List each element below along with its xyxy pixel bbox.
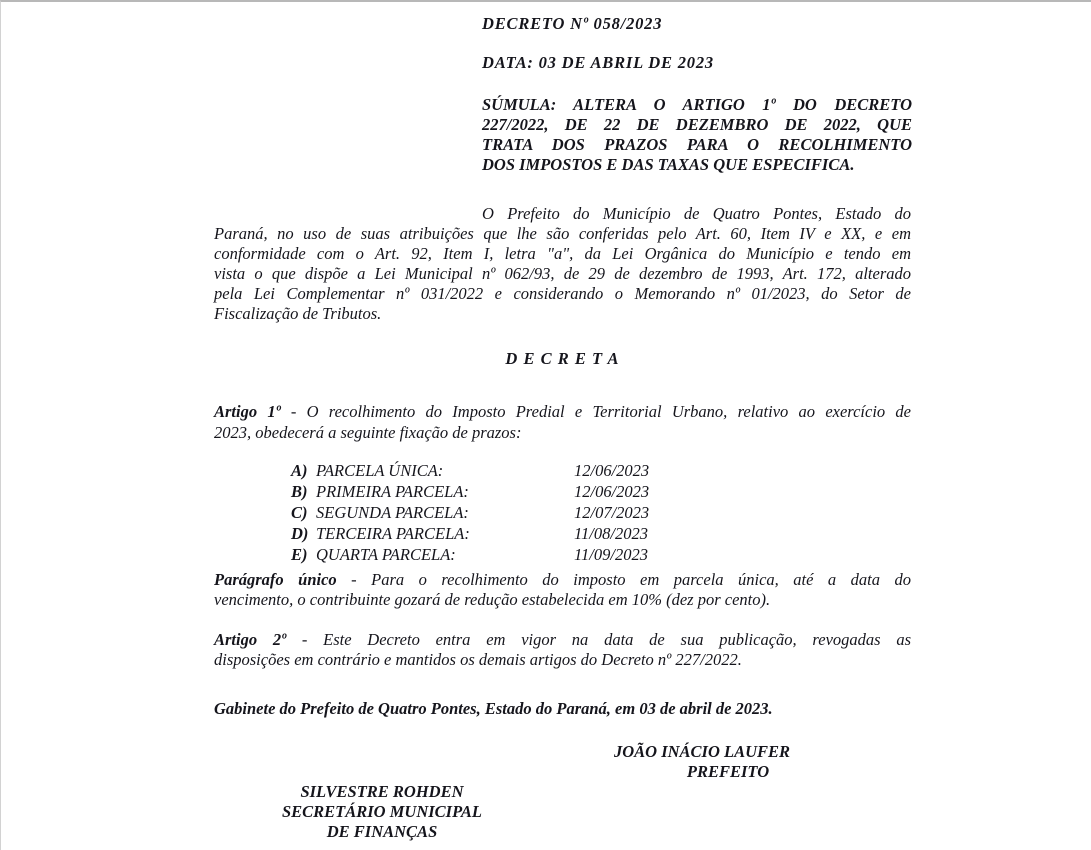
sumula-line: 227/2022, DE 22 DE DEZEMBRO DE 2022, QUE (482, 115, 912, 134)
schedule-label: PARCELA ÚNICA: (316, 461, 444, 480)
sole-paragraph-line (214, 570, 911, 590)
schedule-label: SEGUNDA PARCELA: (316, 503, 469, 522)
schedule-date: 12/06/2023 (574, 461, 650, 480)
article-2-line (214, 630, 911, 650)
preamble-line: Paraná, no uso de suas atribuições que lhe são conferidas pelo Art. 60, Item IV e XX, e em (214, 224, 911, 243)
article-2-label: Artigo 2º (214, 630, 287, 649)
decree-sumula (482, 95, 912, 175)
schedule-date: 12/07/2023 (574, 503, 650, 522)
schedule-row (291, 481, 649, 502)
preamble-line: vista o que dispõe a Lei Municipal nº 062/93, de 29 de dezembro de 1993, Art. 172, alterado (214, 264, 911, 283)
schedule-row (291, 544, 649, 565)
schedule-letter: D) (291, 524, 309, 543)
decreta-heading: D E C R E T A (505, 349, 620, 368)
schedule-date: 12/06/2023 (574, 482, 650, 501)
mayor-signature-title: PREFEITO (686, 762, 770, 781)
mayor-signature-name: JOÃO INÁCIO LAUFER (613, 742, 791, 761)
decree-preamble (214, 204, 911, 324)
installment-schedule (291, 460, 649, 565)
sole-paragraph (214, 570, 911, 610)
schedule-letter: B) (291, 482, 308, 501)
secretary-signature-title: DE FINANÇAS (326, 822, 438, 841)
schedule-label: PRIMEIRA PARCELA: (316, 482, 469, 501)
secretary-signature-name: SILVESTRE ROHDEN (300, 782, 464, 801)
preamble-line: pela Lei Complementar nº 031/2022 e considerando o Memorando nº 01/2023, do Setor de (214, 284, 911, 303)
closing-line: Gabinete do Prefeito de Quatro Pontes, Estado do Paraná, em 03 de abril de 2023. (214, 699, 773, 718)
sumula-line: SÚMULA: ALTERA O ARTIGO 1º DO DECRETO (482, 95, 912, 114)
sumula-line: DOS IMPOSTOS E DAS TAXAS QUE ESPECIFICA. (482, 155, 855, 174)
sole-paragraph-text: - Para o recolhimento do imposto em parcela única, até a data do (336, 570, 911, 589)
schedule-row (291, 502, 649, 523)
article-2-line: disposições em contrário e mantidos os demais artigos do Decreto nº 227/2022. (214, 650, 742, 669)
preamble-line: O Prefeito do Município de Quatro Pontes, Estado do (482, 204, 911, 223)
article-1-text: - O recolhimento do Imposto Predial e Territorial Urbano, relativo ao exercício de (280, 402, 912, 421)
article-1-paragraph (214, 401, 911, 443)
schedule-label: QUARTA PARCELA: (316, 545, 456, 564)
schedule-row (291, 460, 649, 481)
preamble-line: conformidade com o Art. 92, Item I, letra "a", da Lei Orgânica do Município e tendo em (214, 244, 911, 263)
schedule-letter: E) (291, 545, 308, 564)
secretary-signature (282, 782, 482, 842)
article-1-label: Artigo 1º (214, 402, 281, 421)
schedule-letter: C) (291, 503, 308, 522)
decree-date-line: DATA: 03 DE ABRIL DE 2023 (482, 53, 714, 72)
sumula-line: TRATA DOS PRAZOS PARA O RECOLHIMENTO (482, 135, 912, 154)
sole-paragraph-line: vencimento, o contribuinte gozará de redução estabelecida em 10% (dez por cento). (214, 590, 771, 609)
schedule-date: 11/09/2023 (574, 545, 648, 564)
preamble-line: Fiscalização de Tributos. (214, 304, 382, 323)
sole-paragraph-label: Parágrafo único (214, 570, 337, 589)
decree-title: DECRETO Nº 058/2023 (482, 14, 663, 33)
schedule-row (291, 523, 649, 544)
article-2-paragraph (214, 630, 911, 670)
article-1-line (214, 401, 911, 422)
schedule-date: 11/08/2023 (574, 524, 648, 543)
article-2-text: - Este Decreto entra em vigor na data de sua publicação, revogadas as (286, 630, 911, 649)
schedule-label: TERCEIRA PARCELA: (316, 524, 470, 543)
article-1-line: 2023, obedecerá a seguinte fixação de prazos: (214, 423, 522, 442)
schedule-letter: A) (291, 461, 308, 480)
secretary-signature-title: SECRETÁRIO MUNICIPAL (281, 802, 483, 821)
